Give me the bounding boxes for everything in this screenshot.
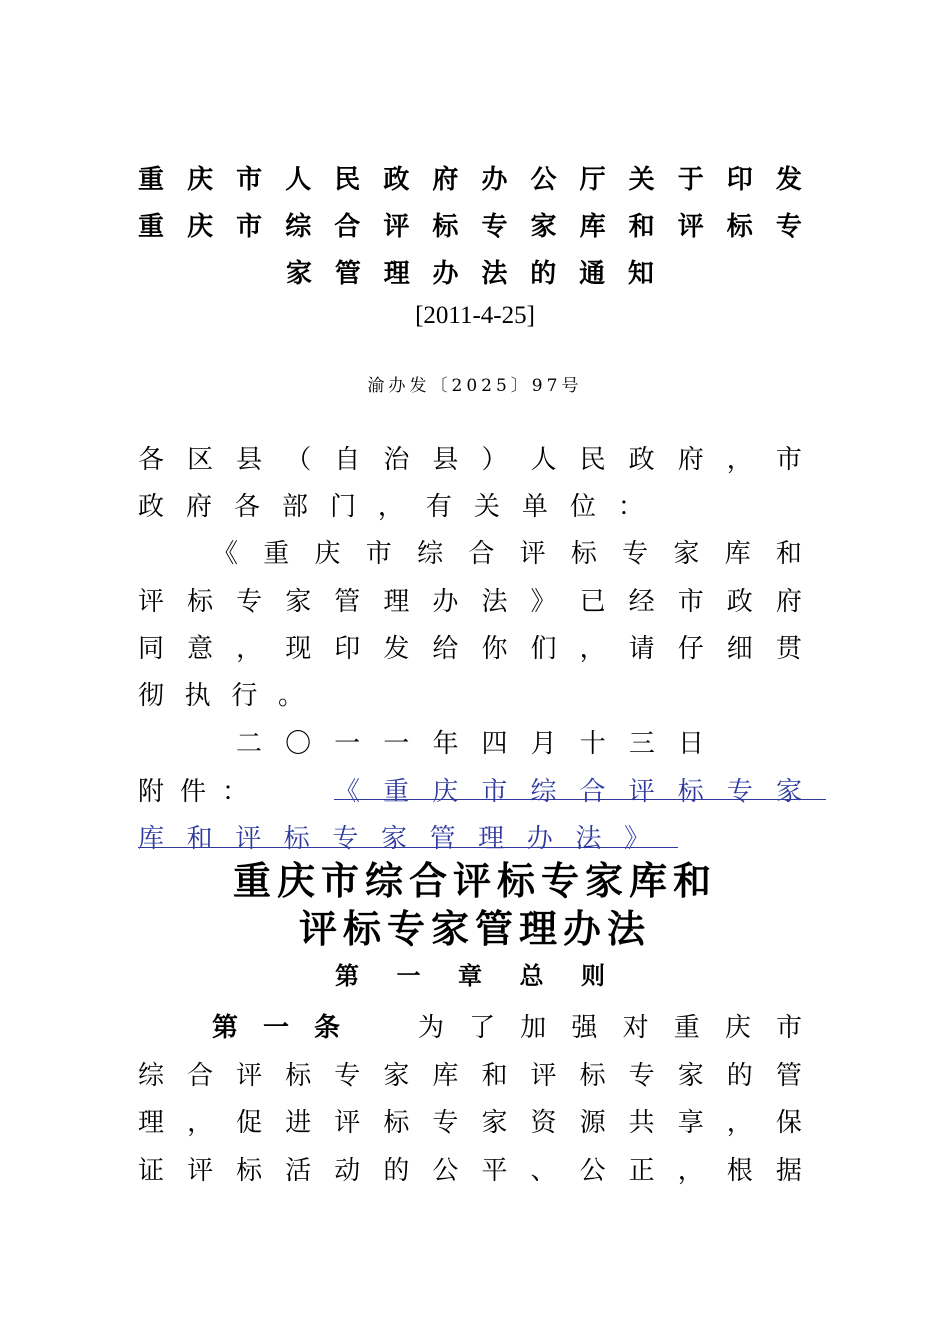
glyph: 标: [383, 1107, 410, 1138]
glyph: 市: [236, 211, 263, 242]
link-underline-2: [138, 847, 678, 848]
glyph: 评: [187, 1155, 214, 1186]
glyph: 法: [481, 586, 508, 617]
glyph: 和: [775, 538, 802, 569]
glyph: 给: [432, 633, 459, 664]
glyph: 和: [628, 211, 655, 242]
glyph: 你: [481, 633, 508, 664]
glyph: 据: [775, 1155, 802, 1186]
glyph[interactable]: 家: [775, 776, 802, 807]
chapter-title: [335, 958, 605, 994]
document-number: 渝办发〔2025〕97号: [367, 376, 583, 396]
glyph: 动: [334, 1155, 361, 1186]
glyph: 评: [334, 1107, 361, 1138]
glyph[interactable]: 管: [429, 823, 456, 854]
glyph: 评: [677, 211, 704, 242]
glyph: 月: [530, 728, 557, 759]
glyph: 促: [236, 1107, 263, 1138]
glyph: 于: [677, 164, 704, 195]
glyph: 民: [579, 444, 606, 475]
glyph[interactable]: 评: [628, 776, 655, 807]
glyph: 十: [579, 728, 606, 759]
glyph: 人: [285, 164, 312, 195]
glyph: 专: [236, 586, 263, 617]
glyph: 专: [622, 538, 649, 569]
glyph: 自: [334, 444, 361, 475]
glyph: 共: [628, 1107, 655, 1138]
glyph: 单: [521, 491, 548, 522]
glyph: 〇: [285, 728, 312, 759]
glyph: 人: [530, 444, 557, 475]
glyph: 平: [481, 1155, 508, 1186]
glyph[interactable]: 合: [579, 776, 606, 807]
glyph: 的: [726, 1060, 753, 1091]
glyph: 关: [628, 164, 655, 195]
glyph: 关: [473, 491, 500, 522]
glyph: 专: [481, 211, 508, 242]
glyph: 庆: [724, 1012, 751, 1043]
glyph: 综: [417, 538, 444, 569]
glyph: 三: [628, 728, 655, 759]
glyph: 意: [187, 633, 214, 664]
glyph: 了: [469, 1012, 496, 1043]
salutation-line-1: [138, 437, 802, 477]
glyph: 门: [329, 491, 356, 522]
glyph: 办: [481, 164, 508, 195]
glyph: 评: [236, 1060, 263, 1091]
glyph: 重: [673, 1012, 700, 1043]
glyph: 一: [334, 728, 361, 759]
glyph: ：: [617, 491, 644, 522]
glyph: 强: [571, 1012, 598, 1043]
glyph: 现: [285, 633, 312, 664]
glyph: 综: [138, 1060, 165, 1091]
glyph: 经: [628, 586, 655, 617]
glyph: 。: [277, 680, 304, 711]
body-line-2: [138, 579, 802, 619]
glyph: 各: [138, 444, 165, 475]
glyph: 的: [383, 1155, 410, 1186]
attachment-link-line-1[interactable]: [334, 769, 802, 809]
glyph: 各: [233, 491, 260, 522]
glyph: 管: [334, 586, 361, 617]
glyph: 专: [775, 211, 802, 242]
article-line-3: [138, 1100, 802, 1140]
notice-title-line-1: [138, 157, 802, 197]
glyph: 一: [396, 962, 421, 990]
glyph: 标: [285, 1060, 312, 1091]
glyph: 治: [383, 444, 410, 475]
glyph[interactable]: 庆: [432, 776, 459, 807]
glyph: 同: [138, 633, 165, 664]
glyph: 库: [432, 1060, 459, 1091]
glyph: 一: [262, 1012, 289, 1043]
measures-title-line-1: 重庆市综合评标专家库和: [232, 858, 717, 903]
glyph: 家: [530, 211, 557, 242]
glyph[interactable]: 《: [334, 776, 361, 807]
glyph: 行: [231, 680, 258, 711]
glyph: 府: [185, 491, 212, 522]
glyph: 评: [530, 1060, 557, 1091]
glyph: 市: [775, 444, 802, 475]
glyph: 县: [236, 444, 263, 475]
glyph: 和: [481, 1060, 508, 1091]
glyph: 二: [236, 728, 263, 759]
glyph: 专: [432, 1107, 459, 1138]
glyph: 贯: [775, 633, 802, 664]
glyph: 重: [263, 538, 290, 569]
glyph[interactable]: 标: [283, 823, 310, 854]
publish-date: [2011-4-25]: [415, 302, 535, 329]
glyph: 管: [334, 258, 361, 289]
glyph: 四: [481, 728, 508, 759]
glyph: 《: [212, 538, 239, 569]
glyph: 通: [579, 258, 606, 289]
article-line-4: [138, 1148, 802, 1188]
glyph: 标: [579, 1060, 606, 1091]
glyph: ，: [236, 633, 263, 664]
body-line-4: [138, 673, 304, 713]
glyph: ）: [481, 444, 508, 475]
glyph: （: [285, 444, 312, 475]
glyph: 评: [138, 586, 165, 617]
glyph: 》: [530, 586, 557, 617]
glyph[interactable]: 综: [530, 776, 557, 807]
glyph: ，: [377, 491, 404, 522]
glyph: 厅: [579, 164, 606, 195]
body-line-1: [212, 531, 802, 571]
article-line-2: [138, 1053, 802, 1093]
glyph: 的: [530, 258, 557, 289]
glyph[interactable]: 理: [478, 823, 505, 854]
glyph: 理: [138, 1107, 165, 1138]
sign-date: [236, 721, 704, 761]
glyph: 活: [285, 1155, 312, 1186]
glyph: 印: [726, 164, 753, 195]
glyph: 源: [579, 1107, 606, 1138]
glyph[interactable]: 办: [526, 823, 553, 854]
article-line-1: [418, 1005, 802, 1045]
glyph: 总: [519, 962, 544, 990]
glyph: 根: [726, 1155, 753, 1186]
glyph: 年: [432, 728, 459, 759]
glyph: 请: [628, 633, 655, 664]
glyph: 件: [179, 776, 206, 807]
glyph: 附: [138, 776, 165, 807]
glyph: 条: [313, 1012, 340, 1043]
glyph[interactable]: 家: [380, 823, 407, 854]
glyph: ，: [579, 633, 606, 664]
glyph: 们: [530, 633, 557, 664]
glyph: 庆: [187, 211, 214, 242]
article-label: [212, 1005, 340, 1045]
glyph: 发: [383, 633, 410, 664]
glyph: 位: [569, 491, 596, 522]
glyph: 、: [530, 1155, 557, 1186]
glyph: 家: [673, 538, 700, 569]
glyph: 仔: [677, 633, 704, 664]
glyph: 评: [519, 538, 546, 569]
glyph: 合: [334, 211, 361, 242]
glyph: 家: [285, 586, 312, 617]
glyph: 章: [458, 962, 482, 990]
glyph: 正: [628, 1155, 655, 1186]
glyph[interactable]: 专: [726, 776, 753, 807]
glyph: 资: [530, 1107, 557, 1138]
glyph[interactable]: 法: [575, 823, 602, 854]
glyph: 标: [236, 1155, 263, 1186]
glyph: 标: [432, 211, 459, 242]
glyph: 管: [775, 1060, 802, 1091]
glyph: 则: [581, 962, 605, 990]
glyph: 为: [418, 1012, 445, 1043]
salutation-line-2: [138, 484, 644, 524]
glyph: 加: [520, 1012, 547, 1043]
glyph: 重: [138, 211, 165, 242]
glyph: 标: [726, 211, 753, 242]
glyph: 重: [138, 164, 165, 195]
glyph: 专: [334, 1060, 361, 1091]
glyph[interactable]: 》: [623, 823, 650, 854]
glyph: 县: [432, 444, 459, 475]
glyph: 政: [138, 491, 165, 522]
body-line-3: [138, 626, 802, 666]
glyph: 第: [335, 962, 359, 990]
glyph: 细: [726, 633, 753, 664]
glyph: 对: [622, 1012, 649, 1043]
glyph: 家: [481, 1107, 508, 1138]
glyph[interactable]: 专: [332, 823, 359, 854]
glyph: 庆: [187, 164, 214, 195]
glyph: 证: [138, 1155, 165, 1186]
glyph: 彻: [138, 680, 165, 711]
glyph: 印: [334, 633, 361, 664]
glyph[interactable]: 标: [677, 776, 704, 807]
glyph: 发: [775, 164, 802, 195]
glyph: 执: [184, 680, 211, 711]
glyph[interactable]: 和: [186, 823, 213, 854]
glyph: 市: [677, 586, 704, 617]
glyph: 市: [775, 1012, 802, 1043]
glyph[interactable]: 重: [383, 776, 410, 807]
glyph: 民: [334, 164, 361, 195]
glyph: ，: [677, 1155, 704, 1186]
glyph: 庆: [314, 538, 341, 569]
glyph: 已: [579, 586, 606, 617]
glyph: 政: [726, 586, 753, 617]
glyph: 保: [775, 1107, 802, 1138]
glyph: 家: [383, 1060, 410, 1091]
glyph: ：: [221, 776, 248, 807]
glyph: 公: [579, 1155, 606, 1186]
glyph: 享: [677, 1107, 704, 1138]
glyph: ，: [726, 1107, 753, 1138]
glyph: 府: [432, 164, 459, 195]
measures-title-line-2: 评标专家管理办法: [298, 906, 651, 951]
glyph[interactable]: 市: [481, 776, 508, 807]
glyph: 政: [628, 444, 655, 475]
glyph: 府: [775, 586, 802, 617]
glyph: 家: [286, 258, 313, 289]
glyph: 标: [187, 586, 214, 617]
glyph: 知: [627, 258, 654, 289]
glyph: 市: [236, 164, 263, 195]
glyph: 公: [530, 164, 557, 195]
glyph: 法: [481, 258, 508, 289]
glyph: 部: [281, 491, 308, 522]
attachment-link-line-2[interactable]: [138, 816, 650, 856]
glyph: 合: [187, 1060, 214, 1091]
glyph: 市: [365, 538, 392, 569]
glyph: 合: [468, 538, 495, 569]
attachment-label: [138, 769, 248, 809]
notice-title-line-3: [286, 251, 654, 291]
glyph: 日: [677, 728, 704, 759]
glyph: 专: [628, 1060, 655, 1091]
glyph: 进: [285, 1107, 312, 1138]
glyph: 府: [677, 444, 704, 475]
glyph: 有: [425, 491, 452, 522]
glyph: ，: [187, 1107, 214, 1138]
glyph: 库: [579, 211, 606, 242]
glyph: 家: [677, 1060, 704, 1091]
link-underline-1: [334, 799, 826, 800]
glyph: 理: [383, 258, 410, 289]
glyph: ，: [726, 444, 753, 475]
glyph: 办: [432, 586, 459, 617]
notice-title-line-2: [138, 204, 802, 244]
glyph: 区: [187, 444, 214, 475]
glyph: 一: [383, 728, 410, 759]
glyph: 第: [212, 1012, 239, 1043]
glyph: 公: [432, 1155, 459, 1186]
glyph[interactable]: 评: [235, 823, 262, 854]
glyph: 理: [383, 586, 410, 617]
glyph: 库: [724, 538, 751, 569]
glyph: 办: [432, 258, 459, 289]
glyph: 综: [285, 211, 312, 242]
glyph: 评: [383, 211, 410, 242]
glyph: 标: [570, 538, 597, 569]
glyph: 政: [383, 164, 410, 195]
glyph[interactable]: 库: [138, 823, 165, 854]
